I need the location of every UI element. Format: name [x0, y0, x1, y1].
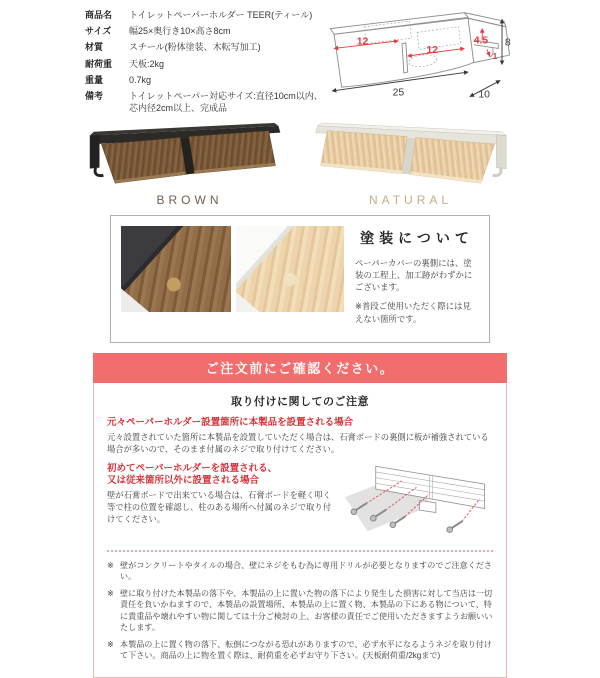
spec-value: スチール(粉体塗装、木転写加工): [129, 42, 261, 53]
case2-body: 壁が石膏ボードで出来ている場合は、石膏ボードを軽く叩く等で柱の位置を確認し、柱のある場所へ付属のネジで取り付けてください。: [107, 490, 332, 524]
note-marker: ※: [107, 639, 114, 649]
spec-table: [85, 6, 323, 119]
paint-note-body: ペーパーカバーの裏側には、塗装の工程上、加工跡がわずかにございます。: [355, 257, 473, 293]
spec-value: 天板:2kg: [129, 58, 165, 69]
paint-note-remark: ※普段ご使用いただく際には見えない箇所です。: [355, 301, 471, 324]
side-bracket: [90, 134, 100, 168]
center-bracket: [420, 500, 436, 512]
disclaimer-note: [107, 639, 493, 662]
dim-label-left-12: 12: [356, 36, 369, 48]
dim-label-10: 10: [478, 89, 490, 101]
color-variants-section: [85, 121, 515, 207]
spec-row-load: [85, 59, 323, 71]
wood-cover-left: [410, 137, 495, 183]
dim-label-8: 8: [504, 37, 511, 49]
plate-right-outline: [464, 13, 506, 27]
case1-body: 元々設置されていた箇所に本製品を設置していただく場合は、石膏ボードの裏側に板が補強されている場合が多いので、そのまま付属のネジで取り付けてください。: [107, 432, 489, 454]
note-text: 壁に取り付けた本製品の落下や、本製品の上に置いた物の落下により発生した損害に対して当店は一切責任を負いかねますので、本製品の設置場所、本製品の上に置く物、本製品の下にある物について、特に貴重品や壊れやすい物に関しては十分ご検討の上、お客様の責任でご使用いただきますようお願いいたします。: [120, 588, 493, 633]
dimension-diagram: [323, 6, 515, 106]
spec-row-material: [85, 42, 323, 54]
installation-sketch: [333, 463, 503, 541]
dotted-separator: [107, 550, 493, 552]
spare-roll-hook: [95, 167, 103, 175]
dim-label-25: 25: [392, 87, 405, 99]
note-text: 壁がコンクリートやタイルの場合、壁にネジをもむ為に専用ドリルが必要となりますのでご注意ください。: [120, 560, 492, 582]
spec-label: 重量: [85, 74, 104, 85]
case1-block: [107, 417, 493, 456]
paint-note-box: [110, 215, 490, 343]
spec-value: 幅25×奥行き10×高さ8cm: [129, 26, 231, 37]
caution-banner: ご注文前にご確認ください。: [93, 353, 507, 383]
spec-label: 商品名: [85, 10, 113, 20]
variant-label-brown: BROWN: [156, 192, 223, 207]
spec-row-size: [85, 26, 323, 38]
dim-label-4-5: 4.5: [473, 35, 489, 47]
closeup-photo-brown: [121, 226, 231, 312]
spare-roll-hook: [493, 167, 501, 175]
front-face-outline: [334, 18, 474, 87]
spec-row-weight: [85, 75, 323, 87]
case1-title: 元々ペーパーホルダー設置箇所に本製品を設置される場合: [107, 416, 354, 428]
case2-block: [107, 463, 493, 546]
plate-lip-outline: [330, 13, 468, 35]
side-bracket: [496, 134, 506, 168]
dim-label-1: 1: [492, 50, 498, 61]
product-natural: [306, 121, 515, 207]
screw-icon: [447, 521, 462, 532]
closeup-photo-natural: [236, 226, 344, 312]
case2-title-line2: 又は従来箇所以外に設置される場合: [107, 475, 260, 486]
spec-label: 材質: [85, 42, 104, 53]
spec-section: [85, 6, 515, 119]
spec-value: 0.7kg: [129, 74, 152, 85]
caution-body: [93, 383, 507, 678]
spec-value: トイレットペーパーホルダー TEER(ティール): [129, 10, 313, 20]
dimension-sketch: [323, 6, 515, 106]
spec-label: 耐荷重: [85, 58, 113, 69]
case2-title-line1: 初めてペーパーホルダーを設置される、: [107, 462, 278, 474]
note-text: 本製品の上に置く物の落下、転倒につながる恐れがありますので、必ず水平になるようネジを取り付けて下さい。商品の上に物を置く際は、耐荷重を必ずお守り下さい。(天板耐荷重/2kgまで): [120, 639, 492, 661]
divider-outline: [402, 43, 408, 73]
spec-label: 備考: [85, 90, 104, 101]
caution-section: [93, 353, 507, 678]
roll-right-dashed: [417, 27, 460, 50]
spec-row-product-name: [85, 10, 323, 22]
disclaimer-note: [107, 560, 493, 583]
dim-label-right-12: 12: [426, 45, 439, 57]
product-natural-image: [306, 121, 511, 191]
product-brown-image: [85, 121, 290, 191]
caution-heading: 取り付けに関してのご注意: [231, 395, 369, 408]
note-marker: ※: [107, 588, 114, 598]
paint-note-text: [349, 226, 479, 332]
product-detail-page: [85, 0, 515, 678]
note-marker: ※: [107, 560, 114, 570]
case2-text: [107, 463, 333, 533]
roll-left-dashed: [364, 21, 411, 44]
dim-arrow-1: [487, 49, 490, 56]
spec-label: サイズ: [85, 26, 112, 37]
product-brown: [85, 121, 294, 207]
variant-label-natural: NATURAL: [368, 192, 453, 207]
spec-value: トイレットペーパー対応サイズ:直径10cm以内、芯内径2cm以上、完成品: [129, 90, 323, 113]
disclaimer-note: [107, 588, 493, 634]
case2-title: [107, 463, 333, 488]
wood-cover-left: [101, 137, 186, 183]
paint-note-title: 塗装について: [360, 229, 474, 246]
spec-row-remarks: [85, 91, 323, 114]
installation-diagram: [333, 463, 503, 546]
mirrored-geometry: [316, 123, 507, 183]
